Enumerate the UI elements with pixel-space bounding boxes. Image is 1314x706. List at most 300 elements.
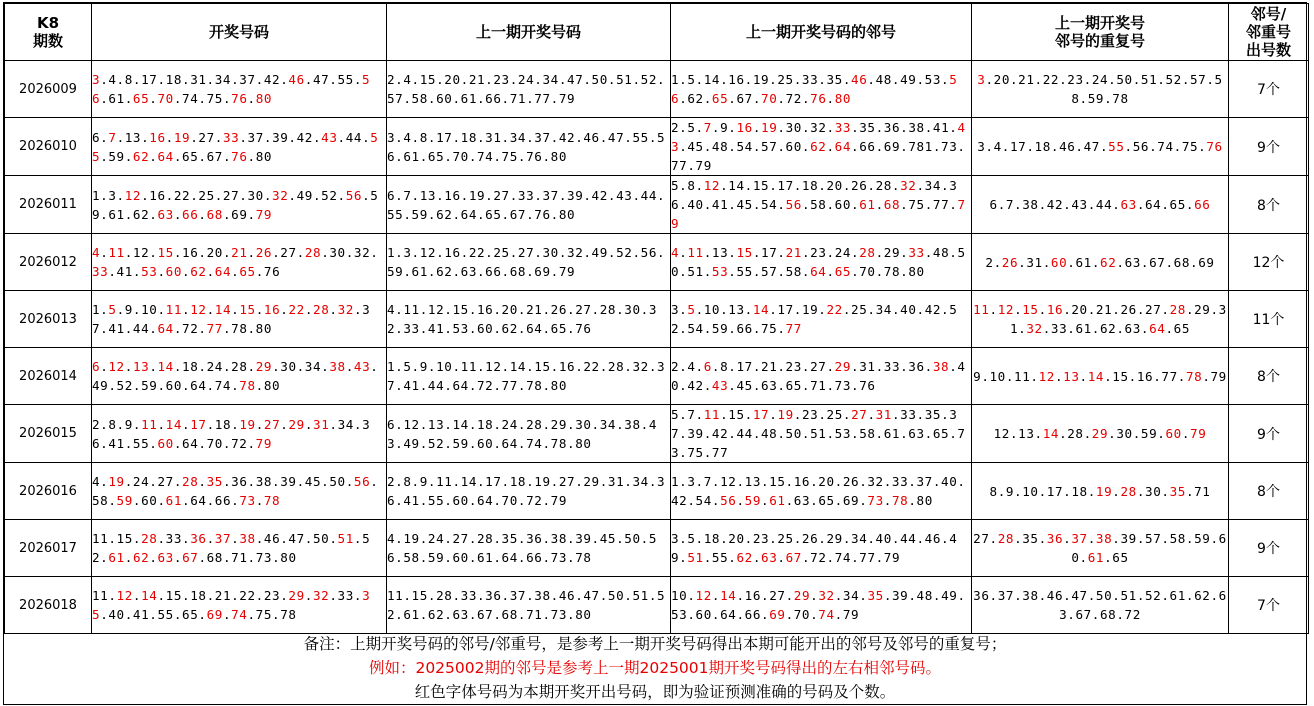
hit-number: 12 [108, 359, 125, 374]
period-cell: 2026017 [5, 520, 92, 577]
hit-number: 32 [818, 588, 835, 603]
number-text: 27. [973, 531, 998, 546]
repeat-numbers-cell [972, 577, 1229, 634]
neighbor-numbers-cell [671, 176, 972, 234]
number-text: .15.16.77. [1104, 368, 1186, 384]
draw-numbers-cell [92, 291, 387, 348]
number-text: .48.50.51. [671, 245, 966, 279]
hit-number: 12 [695, 588, 712, 603]
number-text: . [255, 493, 264, 508]
number-text: 10. [671, 588, 696, 603]
prev-numbers-cell: 4.19.24.27.28.35.36.38.39.45.50.56.58.59.60.61.64.66.73.78 [387, 520, 671, 577]
number-text: .36.38.39.45.50. [222, 474, 354, 489]
number-text: .48.49.53. [867, 72, 950, 87]
number-text: 1.5.14.16.19.25.33.35. [671, 72, 852, 87]
hit-number: 29 [288, 588, 305, 603]
hit-number: 12 [124, 187, 142, 203]
number-text: .15.18.21.22.23. [157, 588, 289, 603]
hit-number: 11 [141, 416, 158, 432]
number-text: .45.63.65.71.73.76 [728, 378, 876, 393]
number-text: .65 [1165, 321, 1191, 336]
number-text: .16.22.25.27.30. [141, 187, 273, 203]
hit-number: 14 [1087, 368, 1105, 384]
number-text: . [124, 550, 133, 565]
hit-number: 79 [1190, 426, 1207, 441]
hit-number: 55 [92, 129, 379, 164]
hit-number: 36 [190, 531, 207, 546]
hit-number: 38 [329, 359, 346, 374]
number-text: .16.27. [736, 588, 794, 603]
hit-number: 63 [761, 550, 778, 565]
number-text: .25.34.40.42.52.54.59.66.75. [671, 302, 958, 336]
number-text: .79 [1202, 368, 1227, 384]
hit-number: 64 [834, 139, 852, 154]
period-cell: 2026014 [5, 348, 92, 405]
neighbor-numbers-cell [671, 118, 972, 176]
number-text: .59.61.62. [92, 187, 379, 222]
header-period: K8 期数 [5, 4, 92, 61]
hit-number: 15 [1022, 302, 1039, 317]
hit-count-cell: 9个 [1229, 118, 1309, 176]
hit-number: 63 [157, 550, 174, 565]
number-text: . [826, 139, 835, 154]
hit-count-cell: 12个 [1229, 234, 1309, 291]
number-text: .72. [173, 321, 207, 336]
number-text: 9.10.11. [973, 368, 1039, 384]
number-text: . [157, 416, 166, 432]
hit-number: 78 [263, 493, 281, 508]
hit-number: 60 [1050, 254, 1068, 270]
hit-number: 61 [165, 493, 183, 508]
hit-number: 69 [206, 607, 223, 622]
hit-number: 17 [190, 416, 207, 432]
number-text: .69. [222, 206, 256, 222]
hit-number: 69 [769, 607, 786, 622]
hit-number: 56 [353, 474, 371, 489]
hit-number: 14 [720, 588, 737, 603]
period-cell: 2026016 [5, 463, 92, 520]
hit-count-cell: 8个 [1229, 348, 1309, 405]
neighbor-numbers-cell [671, 291, 972, 348]
number-text: 6. [92, 129, 109, 145]
number-text: .35.36.38.41. [851, 120, 958, 135]
number-text: 3. [671, 302, 688, 317]
number-text: .41. [108, 264, 142, 279]
hit-number: 76 [231, 148, 248, 164]
number-text: .71 [1185, 483, 1211, 499]
number-text: .58. [92, 474, 379, 508]
number-text: .58.60. [801, 197, 860, 212]
number-text: . [883, 493, 892, 508]
table-row [5, 463, 1309, 520]
number-text: .23.25. [793, 407, 852, 422]
number-text: 1. [92, 302, 109, 317]
hit-number: 32 [1026, 321, 1043, 336]
number-text: . [149, 359, 158, 374]
number-text: .62. [679, 91, 712, 106]
table-row [5, 348, 1309, 405]
number-text: .60. [132, 493, 166, 508]
hit-number: 22 [826, 302, 843, 317]
table-row [5, 61, 1309, 118]
hit-number: 56 [345, 187, 363, 203]
number-text: .49.52.59.60.64.74. [92, 359, 379, 393]
hit-number: 62 [132, 550, 150, 565]
number-text: 12.13. [993, 426, 1043, 441]
hit-number: 7 [108, 129, 117, 145]
repeat-numbers-cell [972, 61, 1229, 118]
number-text: .24.27. [124, 474, 183, 489]
neighbor-numbers-cell [671, 577, 972, 634]
hit-number: 61 [1087, 550, 1105, 565]
number-text: . [149, 148, 158, 164]
hit-number: 62 [1100, 254, 1117, 270]
number-text: .72.74.77.79 [801, 550, 901, 565]
hit-number: 21 [785, 245, 802, 260]
number-text: 2.4. [671, 359, 704, 374]
hit-count-cell: 9个 [1229, 405, 1309, 463]
number-text: . [247, 245, 256, 260]
prev-numbers-cell: 1.5.9.10.11.12.14.15.16.22.28.32.37.41.44.64.72.77.78.80 [387, 348, 671, 405]
neighbor-numbers-cell [671, 520, 972, 577]
hit-number: 32 [337, 302, 354, 317]
footer-note-line3: 红色字体号码为本期开奖开出号码，即为验证预测准确的号码及个数。 [414, 683, 896, 701]
hit-number: 63 [157, 206, 174, 222]
number-text: . [198, 474, 207, 489]
hit-number: 21 [231, 245, 248, 260]
number-text: . [304, 588, 313, 603]
repeat-numbers-cell [972, 118, 1229, 176]
header-repeat: 上一期开奖号 邻号的重复号 [972, 4, 1229, 61]
hit-number: 13 [1063, 368, 1080, 384]
hit-number: 64 [1149, 321, 1166, 336]
hit-number: 79 [255, 435, 273, 451]
number-text: . [810, 588, 819, 603]
number-text: . [761, 493, 770, 508]
number-text: . [1038, 302, 1047, 317]
hit-number: 11 [108, 245, 125, 260]
number-text: .20.21.26.27. [1063, 302, 1170, 317]
number-text: .33. [157, 531, 191, 546]
hit-number: 14 [214, 302, 232, 317]
hit-number: 76 [1206, 139, 1223, 154]
hit-number: 28 [997, 531, 1015, 546]
hit-number: 35 [206, 474, 223, 489]
hit-number: 3 [92, 72, 101, 87]
hit-number: 37 [1071, 531, 1088, 546]
hit-number: 55 [1108, 139, 1125, 154]
hit-number: 64 [157, 148, 174, 164]
hit-number: 70 [157, 91, 174, 106]
number-text: .45.48.54.57.60. [679, 139, 811, 154]
hit-number: 79 [671, 197, 966, 231]
number-text: 2. [985, 254, 1002, 270]
header-draw: 开奖号码 [92, 4, 387, 61]
number-text: .17.19. [769, 302, 827, 317]
hit-number: 28 [1120, 483, 1137, 499]
hit-number: 43 [711, 378, 729, 393]
number-text: . [1054, 368, 1064, 384]
number-text: . [157, 264, 166, 279]
repeat-numbers-cell [972, 405, 1229, 463]
number-text: .80 [247, 148, 273, 164]
number-text: .33.35.37.39.42.44.48.50.51.53.58.61.63.65.73.75.77 [671, 407, 966, 460]
hit-number: 61 [108, 550, 125, 565]
hit-number: 29 [1091, 426, 1109, 441]
hit-number: 31 [875, 407, 892, 422]
hit-count-cell: 7个 [1229, 61, 1309, 118]
hit-number: 35 [867, 588, 884, 603]
hit-number: 12 [190, 302, 207, 317]
hit-number: 65 [132, 91, 150, 106]
hit-number: 76 [810, 91, 827, 106]
number-text: . [124, 359, 133, 374]
number-text: .31. [1018, 254, 1051, 270]
number-text: 1.3.7.12.13.15.16.20.26.32.33.37.40.42.54. [671, 474, 966, 508]
number-text: . [304, 302, 314, 317]
hit-number: 60 [157, 435, 174, 451]
number-text: . [182, 416, 191, 432]
hit-number: 38 [1095, 531, 1113, 546]
hit-number: 11 [165, 302, 183, 317]
number-text: . [100, 359, 109, 374]
number-text: .61. [100, 91, 133, 106]
hit-number: 32 [272, 187, 289, 203]
hit-number: 67 [785, 550, 802, 565]
hit-number: 59 [116, 493, 133, 508]
hit-number: 76 [231, 91, 248, 106]
hit-number: 12 [116, 588, 133, 603]
draw-numbers-cell [92, 234, 387, 291]
number-text: .37.39.42. [239, 129, 322, 145]
hit-number: 4 [92, 245, 101, 260]
hit-number: 65 [834, 264, 852, 279]
number-text: .65 [1104, 550, 1129, 565]
number-text: .13. [116, 129, 150, 145]
hit-number: 3 [977, 72, 986, 87]
number-text: . [875, 197, 884, 212]
table-row [5, 405, 1309, 463]
hit-number: 43 [321, 129, 338, 145]
hit-number: 43 [671, 120, 966, 154]
number-text: .10.13. [695, 302, 753, 317]
number-text: .16.20. [173, 245, 232, 260]
number-text: .55. [703, 550, 737, 565]
number-text: . [173, 550, 183, 565]
hit-number: 33 [834, 120, 852, 135]
number-text: . [198, 206, 207, 222]
number-text: . [100, 245, 109, 260]
hit-number: 38 [932, 359, 950, 374]
prev-numbers-cell: 1.3.12.16.22.25.27.30.32.49.52.56.59.61.62.63.66.68.69.79 [387, 234, 671, 291]
hit-number: 28 [859, 245, 876, 260]
hit-number: 78 [891, 493, 909, 508]
number-text: .75.77. [900, 197, 958, 212]
neighbor-number-table [4, 3, 1309, 634]
number-text: .75.78 [247, 607, 297, 622]
hit-number: 80 [834, 91, 852, 106]
number-text: . [1112, 483, 1121, 499]
draw-numbers-cell [92, 61, 387, 118]
number-text: . [280, 416, 289, 432]
draw-numbers-cell [92, 463, 387, 520]
period-cell: 2026009 [5, 61, 92, 118]
number-text: .63.67.68.69 [1116, 254, 1215, 270]
number-text: .15. [720, 407, 753, 422]
number-text: .30.32. [321, 245, 379, 260]
hit-number: 15 [239, 302, 256, 317]
hit-number: 5 [687, 302, 696, 317]
hit-number: 37 [214, 531, 232, 546]
number-text: . [304, 416, 314, 432]
number-text: .17. [752, 245, 786, 260]
number-text: .14.15.17.18.20.26.28. [720, 178, 901, 193]
period-cell: 2026015 [5, 405, 92, 463]
hit-number: 60 [165, 264, 183, 279]
number-text: .66.69.781.73.77.79 [671, 139, 966, 173]
hit-count-cell: 11个 [1229, 291, 1309, 348]
hit-number: 11 [687, 245, 704, 260]
hit-number: 14 [752, 302, 770, 317]
number-text: 3.5.18.20.23.25.26.29.34.40.44.46.49. [671, 531, 958, 565]
hit-number: 62 [190, 264, 207, 279]
hit-number: 26 [1001, 254, 1019, 270]
hit-number: 65 [239, 264, 256, 279]
number-text: .67. [728, 91, 762, 106]
number-text: .47.55. [304, 72, 363, 87]
number-text: .55.57.58. [728, 264, 811, 279]
prev-numbers-cell: 2.8.9.11.14.17.18.19.27.29.31.34.36.41.55.60.64.70.72.79 [387, 463, 671, 520]
prev-numbers-cell: 6.7.13.16.19.27.33.37.39.42.43.44.55.59.62.64.65.67.76.80 [387, 176, 671, 234]
hit-number: 16 [1046, 302, 1064, 317]
period-cell: 2026018 [5, 577, 92, 634]
hit-number: 61 [769, 493, 786, 508]
hit-number: 51 [337, 531, 354, 546]
hit-number: 80 [255, 91, 273, 106]
number-text: .12. [124, 245, 158, 260]
number-text: .27. [272, 245, 305, 260]
repeat-numbers-cell [972, 291, 1229, 348]
hit-number: 14 [157, 359, 174, 374]
hit-number: 68 [206, 206, 223, 222]
hit-number: 33 [908, 245, 925, 260]
number-text: . [173, 206, 183, 222]
period-cell: 2026013 [5, 291, 92, 348]
hit-number: 16 [263, 302, 281, 317]
hit-number: 19 [777, 407, 794, 422]
hit-number: 19 [761, 120, 778, 135]
hit-number: 22 [288, 302, 305, 317]
hit-count-cell: 9个 [1229, 520, 1309, 577]
number-text: .29. [875, 245, 909, 260]
header-prev-draw: 上一期开奖号码 [387, 4, 671, 61]
number-text: . [736, 493, 745, 508]
number-text: .72. [777, 91, 811, 106]
number-text: . [231, 531, 240, 546]
number-text: .80 [908, 493, 933, 508]
period-cell: 2026011 [5, 176, 92, 234]
number-text: .63.65.69. [785, 493, 868, 508]
neighbor-numbers-cell [671, 405, 972, 463]
hit-number: 43 [353, 359, 371, 374]
hit-number: 12 [997, 302, 1015, 317]
number-text: .52. [92, 531, 371, 565]
number-text: .34.36.41.55. [92, 416, 371, 451]
number-text: .70.78.80 [851, 264, 925, 279]
hit-number: 51 [687, 550, 704, 565]
number-text: .35. [1014, 531, 1047, 546]
hit-count-cell: 8个 [1229, 176, 1309, 234]
hit-number: 4 [671, 245, 680, 260]
hit-number: 16 [736, 120, 753, 135]
hit-number: 15 [157, 245, 174, 260]
number-text: . [752, 120, 762, 135]
hit-number: 28 [1169, 302, 1186, 317]
lottery-sheet [3, 2, 1307, 705]
number-text: .79 [834, 607, 860, 622]
period-cell: 2026010 [5, 118, 92, 176]
number-text: .59. [100, 148, 133, 164]
hit-number: 66 [182, 206, 199, 222]
hit-number: 63 [1120, 197, 1137, 212]
hit-number: 15 [736, 245, 753, 260]
number-text: .40.41.55.65. [100, 607, 207, 622]
hit-number: 73 [239, 493, 256, 508]
number-text: 5.8. [671, 178, 704, 193]
prev-numbers-cell: 11.15.28.33.36.37.38.46.47.50.51.52.61.62.63.67.68.71.73.80 [387, 577, 671, 634]
number-text: .31.33.36. [851, 359, 933, 374]
number-text: . [826, 264, 835, 279]
number-text: . [1079, 368, 1088, 384]
number-text: 11. [92, 588, 117, 603]
hit-number: 62 [810, 139, 827, 154]
hit-number: 78 [1185, 368, 1203, 384]
number-text: . [711, 588, 721, 603]
number-text: . [752, 550, 762, 565]
hit-number: 64 [157, 321, 174, 336]
number-text: . [826, 91, 835, 106]
hit-number: 17 [752, 407, 770, 422]
number-text: . [345, 359, 354, 374]
number-text: 8.9.10.17.18. [989, 483, 1096, 499]
number-text: . [329, 302, 338, 317]
number-text: .9. [711, 120, 737, 135]
hit-number: 65 [711, 91, 729, 106]
number-text: .78.80 [222, 321, 273, 336]
number-text: .37.41.44. [92, 302, 371, 336]
repeat-numbers-cell [972, 234, 1229, 291]
number-text: 5.7. [671, 407, 704, 422]
number-text: . [231, 302, 240, 317]
draw-numbers-cell [92, 577, 387, 634]
hit-number: 56 [720, 493, 737, 508]
number-text: .33.61.62.63. [1042, 321, 1150, 336]
prev-numbers-cell: 2.4.15.20.21.23.24.34.47.50.51.52.57.58.60.61.66.71.77.79 [387, 61, 671, 118]
hit-number: 38 [239, 531, 256, 546]
number-text: .18. [206, 416, 240, 432]
hit-number: 29 [834, 359, 852, 374]
neighbor-numbers-cell [671, 348, 972, 405]
number-text: .34. [834, 588, 868, 603]
hit-number: 19 [239, 416, 256, 432]
number-text: . [206, 302, 215, 317]
hit-number: 77 [785, 321, 802, 336]
number-text: .39.48.49.53.60.64.66. [671, 588, 966, 622]
number-text: . [777, 550, 786, 565]
hit-number: 73 [867, 493, 884, 508]
hit-number: 14 [1042, 426, 1060, 441]
hit-number: 27 [851, 407, 868, 422]
